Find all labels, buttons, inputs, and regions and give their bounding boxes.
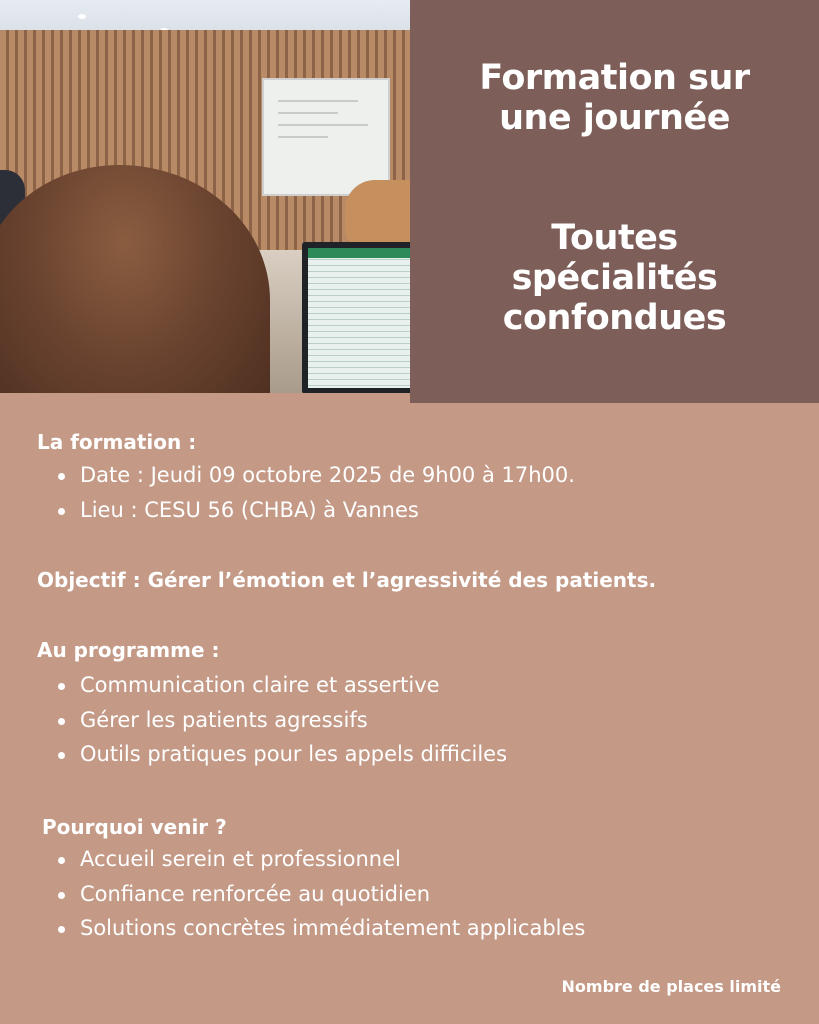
title-panel <box>410 0 819 403</box>
list-item: Lieu : CESU 56 (CHBA) à Vannes <box>56 493 575 528</box>
list-item: Confiance renforcée au quotidien <box>56 877 585 912</box>
list-item: Outils pratiques pour les appels difficiles <box>56 737 507 772</box>
title-line: Formation sur <box>479 58 750 98</box>
title <box>410 58 819 138</box>
title-line: une journée <box>499 98 730 138</box>
subtitle-line: Toutes <box>551 218 678 258</box>
subtitle-line: spécialités <box>511 258 718 298</box>
content-area <box>0 403 819 1024</box>
programme-list <box>56 668 507 772</box>
list-item: Communication claire et assertive <box>56 668 507 703</box>
objectif-text: Objectif : Gérer l’émotion et l’agressivité des patients. <box>37 568 657 592</box>
places-note: Nombre de places limité <box>561 977 781 996</box>
programme-heading: Au programme : <box>37 638 220 662</box>
list-item: Gérer les patients agressifs <box>56 703 507 738</box>
list-item: Date : Jeudi 09 octobre 2025 de 9h00 à 17h00. <box>56 458 575 493</box>
header-photo <box>0 0 410 393</box>
list-item: Accueil serein et professionnel <box>56 842 585 877</box>
photo-monitor <box>302 242 410 393</box>
pourquoi-heading: Pourquoi venir ? <box>42 815 227 839</box>
photo-person-arm <box>345 180 410 250</box>
list-item: Solutions concrètes immédiatement applicables <box>56 911 585 946</box>
photo-spreadsheet-screen <box>308 248 410 388</box>
photo-ceiling-light <box>78 14 86 19</box>
photo-screen-bar <box>308 248 410 258</box>
photo-whiteboard <box>262 78 390 196</box>
formation-heading: La formation : <box>37 430 197 454</box>
pourquoi-list <box>56 842 585 946</box>
subtitle <box>410 218 819 338</box>
subtitle-line: confondues <box>502 298 727 338</box>
formation-list <box>56 458 575 527</box>
